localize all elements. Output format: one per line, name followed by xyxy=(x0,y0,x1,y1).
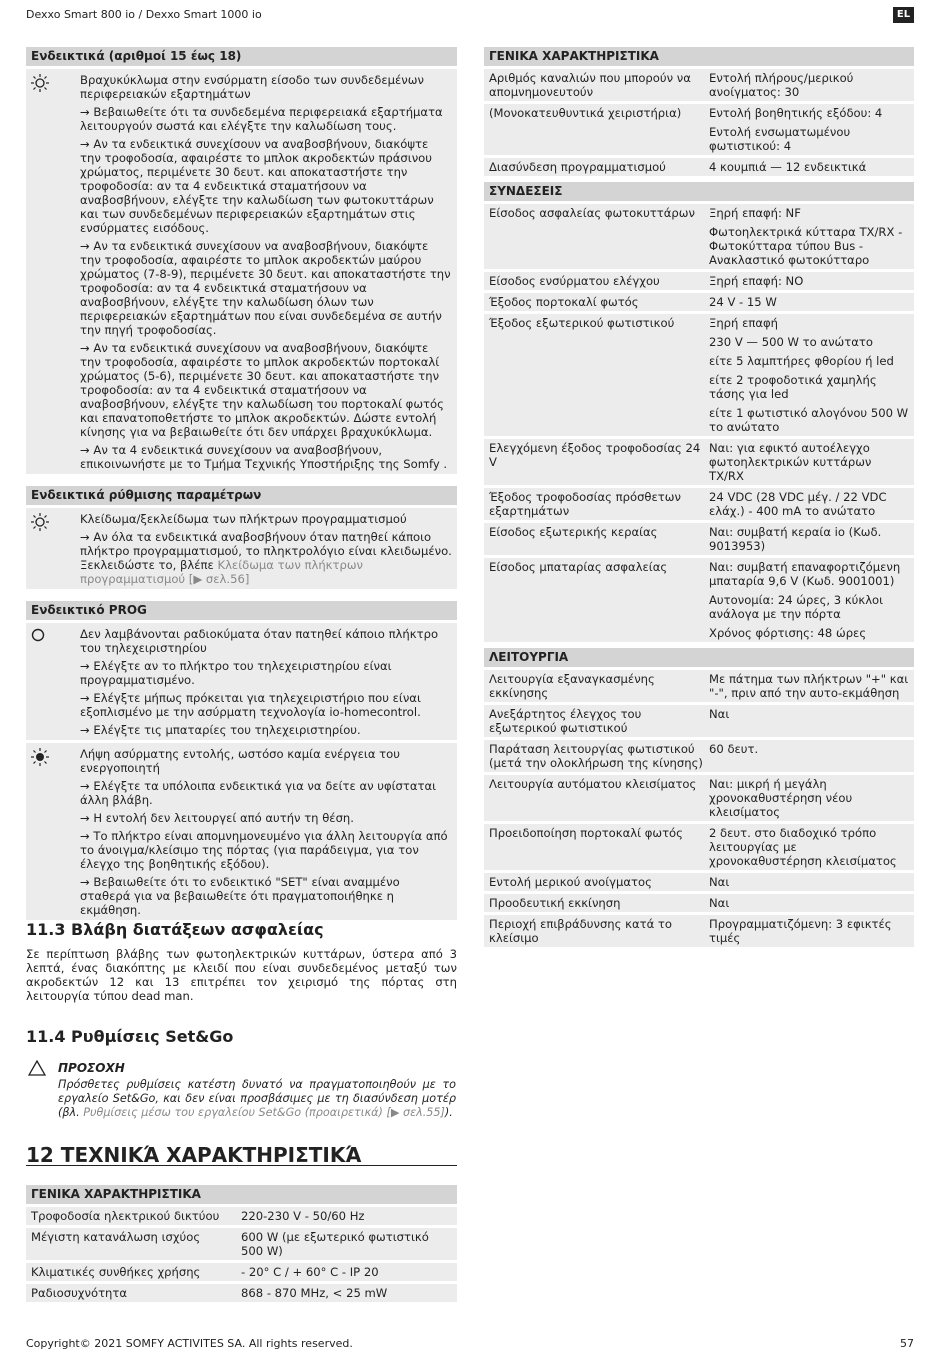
spec-values xyxy=(709,293,914,311)
spec-value: 600 W (με εξωτερικό φωτιστικό 500 W) xyxy=(241,1230,429,1258)
spec-values xyxy=(709,204,914,269)
right-column xyxy=(484,47,914,947)
spec-values xyxy=(709,523,914,555)
footer-copyright: Copyright© 2021 SOMFY ACTIVITES SA. All rights reserved. xyxy=(26,1337,353,1350)
spec-row xyxy=(484,670,914,702)
spec-row xyxy=(484,314,914,436)
spec-value: είτε 1 φωτιστικό αλογόνου 500 W το ανώτατο xyxy=(709,406,909,434)
spec-row xyxy=(484,705,914,737)
spec-values xyxy=(709,158,914,176)
spec-row xyxy=(26,1228,457,1260)
spec-value: Ναι: συμβατή επαναφορτιζόμενη μπαταρία 9,6 V (Κωδ. 9001001) xyxy=(709,560,901,588)
spec-value: 4 κουμπιά — 12 ενδεικτικά xyxy=(709,160,867,174)
spec-key: Λειτουργία αυτόματου κλεισίματος xyxy=(489,777,697,791)
spec-value: Εντολή ενσωματωμένου φωτιστικού: 4 xyxy=(709,125,851,153)
spec-values xyxy=(709,69,914,101)
prog-step: → Ελέγξτε τις μπαταρίες του τηλεχειριστηρίου. xyxy=(80,723,361,737)
spec-key: Ανεξάρτητος έλεγχος του εξωτερικού φωτιστικού xyxy=(489,707,642,735)
spec-key: Είσοδος ενσύρματου ελέγχου xyxy=(489,274,660,288)
spec-key: Διασύνδεση προγραμματισμού xyxy=(489,160,666,174)
spec-value: Φωτοηλεκτρικά κύτταρα TX/RX - Φωτοκύτταρα τύπου Bus - Ανακλαστικό φωτοκύτταρο xyxy=(709,225,903,267)
section-11-3-title: 11.3 Βλάβη διατάξεων ασφαλείας xyxy=(26,920,324,939)
spec-values xyxy=(709,272,914,290)
spec-row xyxy=(484,558,914,642)
language-badge: EL xyxy=(893,7,914,23)
spec-key: Προειδοποίηση πορτοκαλί φωτός xyxy=(489,826,683,840)
spec-value: Ναι: για εφικτό αυτοέλεγχο φωτοηλεκτρικών κυττάρων TX/RX xyxy=(709,441,872,483)
spec-row xyxy=(484,740,914,772)
spec-value: Ξηρή επαφή xyxy=(709,316,778,330)
prog-step: → Η εντολή δεν λειτουργεί από αυτήν τη θέση. xyxy=(80,811,354,825)
spec-value: 24 V - 15 W xyxy=(709,295,777,309)
section-11-4-title: 11.4 Ρυθμίσεις Set&Go xyxy=(26,1027,234,1046)
page-number: 57 xyxy=(900,1337,914,1350)
spec-value: Ναι: μικρή ή μεγάλη χρονοκαθυστέρηση νέου κλεισίματος xyxy=(709,777,853,819)
spec-row xyxy=(484,158,914,176)
spec-row xyxy=(484,488,914,520)
spec-values xyxy=(709,670,914,702)
spec-values xyxy=(709,775,914,821)
prog-step: → Ελέγξτε αν το πλήκτρο του τηλεχειριστηρίου είναι προγραμματισμένο. xyxy=(80,659,392,687)
spec-value: 2 δευτ. στο διαδοχικό τρόπο λειτουργίας με χρονοκαθυστέρηση κλεισίματος xyxy=(709,826,897,868)
prog-step: → Ελέγξτε τα υπόλοιπα ενδεικτικά για να δείτε αν υφίσταται άλλη βλάβη. xyxy=(80,779,437,807)
section-settings-indicators-title: Ενδεικτικά ρύθμισης παραμέτρων xyxy=(26,486,457,505)
spec-value: 230 V — 500 W το ανώτατο xyxy=(709,335,873,349)
spec-key: Έξοδος τροφοδοσίας πρόσθετων εξαρτημάτων xyxy=(489,490,681,518)
spec-value: Ξηρή επαφή: NF xyxy=(709,206,801,220)
settings-indicators-block xyxy=(26,508,457,589)
spec-row xyxy=(484,104,914,155)
right-general-title: ΓΕΝΙΚΑ ΧΑΡΑΚΤΗΡΙΣΤΙΚΑ xyxy=(484,47,914,66)
prog-step: → Το πλήκτρο είναι απομνημονευμένο για άλλη λειτουργία από το άνοιγμα/κλείσιμο της πόρτας (για παράδειγμα, για τον έλεγχο της βοηθητικής εξόδου). xyxy=(80,829,448,871)
general-specs-title: ΓΕΝΙΚΑ ΧΑΡΑΚΤΗΡΙΣΤΙΚΑ xyxy=(26,1185,457,1204)
prog-step: → Βεβαιωθείτε ότι το ενδεικτικό "SET" είναι αναμμένο σταθερά για να βεβαιωθείτε ότι πραγματοποιήθηκε η εκμάθηση. xyxy=(80,875,400,917)
spec-values xyxy=(241,1284,457,1302)
settings-lead: Κλείδωμα/ξεκλείδωμα των πλήκτρων προγραμματισμού xyxy=(80,512,407,526)
spec-key: Τροφοδοσία ηλεκτρικού δικτύου xyxy=(31,1209,220,1223)
warning-triangle-icon xyxy=(28,1060,46,1079)
spec-values xyxy=(709,894,914,912)
spec-row xyxy=(484,894,914,912)
keypad-lock-link[interactable]: Κλείδωμα των πλήκτρων προγραμματισμού [▶ σελ.56] xyxy=(80,558,364,586)
left-column xyxy=(26,47,457,920)
spec-key: Μέγιστη κατανάλωση ισχύος xyxy=(31,1230,201,1244)
spec-values xyxy=(709,915,914,947)
spec-values xyxy=(709,558,914,642)
spec-value: Με πάτημα των πλήκτρων "+" και "-", πριν από την αυτο-εκμάθηση xyxy=(709,672,909,700)
spec-value: Ναι xyxy=(709,896,730,910)
warning-title: ΠΡΟΣΟΧΗ xyxy=(58,1061,125,1075)
spec-key: (Μονοκατευθυντικά χειριστήρια) xyxy=(489,106,682,120)
spec-row xyxy=(26,1284,457,1302)
spec-row xyxy=(484,293,914,311)
spec-key: Είσοδος εξωτερικής κεραίας xyxy=(489,525,658,539)
indicators-step: → Αν τα ενδεικτικά συνεχίσουν να αναβοσβήνουν, διακόψτε την τροφοδοσία, αφαιρέστε το μπλοκ ακροδεκτών πορτοκαλί χρώματος (5-6), περιμένετε 30 δευτ. και αποκαταστήστε την τροφοδοσία: αν τα 4 ενδεικτικά σταματήσουν να αναβοσβήνουν, ελέγξτε την καλωδίωση του πορτοκαλί φωτός και επανατοποθετήστε το μπλοκ ακροδεκτών. Δώστε εντολή κίνησης για να βεβαιωθείτε ότι δεν υπάρχει βραχυκύκλωμα. xyxy=(80,341,444,439)
indicators-step: → Αν τα ενδεικτικά συνεχίσουν να αναβοσβήνουν, διακόψτε την τροφοδοσία, αφαιρέστε το μπλοκ ακροδεκτών πράσινου χρώματος, περιμένετε 30 δευτ. και αποκαταστήστε την τροφοδοσία: αν τα 4 ενδεικτικά σταματήσουν να αναβοσβήνουν, ελέγξτε την καλωδίωση των φωτοκυττάρων και των συνδεδεμένων περιφερειακών εξαρτημάτων στις ενσύρματες εισόδους. xyxy=(80,137,434,235)
section-prog-title: Ενδεικτικό PROG xyxy=(26,601,457,620)
spec-key: Ελεγχόμενη έξοδος τροφοδοσίας 24 V xyxy=(489,441,701,469)
spec-key: Περιοχή επιβράδυνσης κατά το κλείσιμο xyxy=(489,917,672,945)
spec-key: Έξοδος εξωτερικού φωτιστικού xyxy=(489,316,675,330)
spec-values xyxy=(241,1207,457,1225)
warning-end: ). xyxy=(444,1106,453,1119)
prog-step: → Ελέγξτε μήπως πρόκειται για τηλεχειριστήριο που είναι εξοπλισμένο με την ασύρματη τεχνολογία io-homecontrol. xyxy=(80,691,421,719)
spec-key: Αριθμός καναλιών που μπορούν να απομνημονευτούν xyxy=(489,71,691,99)
spec-values xyxy=(709,439,914,485)
spec-row xyxy=(484,523,914,555)
spec-row xyxy=(484,69,914,101)
spec-value: Εντολή βοηθητικής εξόδου: 4 xyxy=(709,106,883,120)
spec-key: Κλιματικές συνθήκες χρήσης xyxy=(31,1265,201,1279)
spec-value: 220-230 V - 50/60 Hz xyxy=(241,1209,365,1223)
spec-key: Ραδιοσυχνότητα xyxy=(31,1286,128,1300)
spec-key: Εντολή μερικού ανοίγματος xyxy=(489,875,652,889)
general-specs-table-left xyxy=(26,1185,457,1302)
warning-text xyxy=(58,1078,456,1120)
spec-values xyxy=(241,1228,457,1260)
spec-row xyxy=(484,873,914,891)
spec-key: Είσοδος ασφαλείας φωτοκυττάρων xyxy=(489,206,695,220)
warning-body: Πρόσθετες ρυθμίσεις κατέστη δυνατό να πραγματοποιηθούν με το εργαλείο Set&Go, και δεν είναι προσβάσιμες με τη διασύνδεση μοτέρ (βλ. xyxy=(58,1078,456,1119)
spec-value: είτε 5 λαμπτήρες φθορίου ή led xyxy=(709,354,894,368)
spec-row xyxy=(484,915,914,947)
spec-values xyxy=(709,314,914,436)
prog-block-on xyxy=(26,743,457,920)
indicators-step: → Βεβαιωθείτε ότι τα συνδεδεμένα περιφερειακά εξαρτήματα λειτουργούν σωστά και ελέγξτε την καλωδίωση τους. xyxy=(80,105,443,133)
spec-values xyxy=(709,104,914,155)
spec-value: Ξηρή επαφή: NO xyxy=(709,274,804,288)
spec-key: Έξοδος πορτοκαλί φωτός xyxy=(489,295,639,309)
spec-values xyxy=(709,488,914,520)
spec-row xyxy=(484,775,914,821)
blinking-led-icon xyxy=(26,73,80,471)
section-indicators-title: Ενδεικτικά (αριθμοί 15 έως 18) xyxy=(26,47,457,66)
spec-values xyxy=(709,740,914,772)
spec-key: Είσοδος μπαταρίας ασφαλείας xyxy=(489,560,668,574)
spec-value: Εντολή πλήρους/μερικού ανοίγματος: 30 xyxy=(709,71,854,99)
spec-key: Λειτουργία εξαναγκασμένης εκκίνησης xyxy=(489,672,655,700)
spec-value: 868 - 870 MHz, < 25 mW xyxy=(241,1286,388,1300)
spec-key: Παράταση λειτουργίας φωτιστικού (μετά την ολοκλήρωση της κίνησης) xyxy=(489,742,703,770)
section-12-title: 12 ΤΕΧΝΙΚΆ ΧΑΡΑΚΤΗΡΙΣΤΙΚΆ xyxy=(26,1148,457,1166)
spec-value: - 20° C / + 60° C - IP 20 xyxy=(241,1265,379,1279)
spec-value: Χρόνος φόρτισης: 48 ώρες xyxy=(709,626,867,640)
prog-lead-2: Λήψη ασύρματης εντολής, ωστόσο καμία ενέργεια του ενεργοποιητή xyxy=(80,747,400,775)
spec-row xyxy=(26,1207,457,1225)
spec-values xyxy=(709,824,914,870)
blinking-led-icon xyxy=(26,512,80,586)
indicators-step: → Αν τα 4 ενδεικτικά συνεχίσουν να αναβοσβήνουν, επικοινωνήστε με το Τμήμα Τεχνικής Υποστήριξης της Somfy . xyxy=(80,443,448,471)
led-on-icon xyxy=(26,747,80,917)
spec-value: 24 VDC (28 VDC μέγ. / 22 VDC ελάχ.) - 400 mA το ανώτατο xyxy=(709,490,887,518)
spec-value: Ναι: συμβατή κεραία io (Κωδ. 9013953) xyxy=(709,525,882,553)
indicators-block xyxy=(26,69,457,474)
spec-row xyxy=(484,824,914,870)
spec-value: Αυτονομία: 24 ώρες, 3 κύκλοι ανάλογα με την πόρτα xyxy=(709,593,884,621)
settings-step: → Αν όλα τα ενδεικτικά αναβοσβήνουν όταν πατηθεί κάποιο πλήκτρο προγραμματισμού, το πληκτρολόγιο είναι κλειδωμένο. Ξεκλειδώστε το, βλέπε xyxy=(80,530,452,572)
operation-title: ΛΕΙΤΟΥΡΓΙΑ xyxy=(484,648,914,667)
spec-row xyxy=(484,272,914,290)
spec-value: Ναι xyxy=(709,875,730,889)
indicators-step: → Αν τα ενδεικτικά συνεχίσουν να αναβοσβήνουν, διακόψτε την τροφοδοσία, αφαιρέστε το μπλοκ ακροδεκτών μαύρου χρώματος (7-8-9), περιμένετε 30 δευτ. και αποκαταστήστε την τροφοδοσία: αν τα 4 ενδεικτικά σταματήσουν να αναβοσβήνουν, ελέγξτε την καλωδίωση όλων των περιφερειακών εξαρτημάτων που είναι συνδεδεμένα σε αυτήν την πηγή τροφοδοσίας. xyxy=(80,239,451,337)
setgo-link[interactable]: Ρυθμίσεις μέσω του εργαλείου Set&Go (προαιρετικά) [▶ σελ.55] xyxy=(83,1106,445,1119)
spec-value: είτε 2 τροφοδοτικά χαμηλής τάσης για led xyxy=(709,373,877,401)
spec-row xyxy=(484,439,914,485)
spec-values xyxy=(709,705,914,737)
spec-values xyxy=(709,873,914,891)
prog-block-off xyxy=(26,623,457,740)
spec-row xyxy=(484,204,914,269)
spec-row xyxy=(26,1263,457,1281)
connections-title: ΣΥΝΔΕΣΕΙΣ xyxy=(484,182,914,201)
spec-value: Προγραμματιζόμενη: 3 εφικτές τιμές xyxy=(709,917,892,945)
section-11-3-text: Σε περίπτωση βλάβης των φωτοηλεκτρικών κυττάρων, ύστερα από 3 λεπτά, ένας διακόπτης με κλειδί που είναι συνδεδεμένος μεταξύ των ακροδεκτών 12 και 13 επιτρέπει τον χειρισμό της πόρτας στη λειτουργία τύπου dead man. xyxy=(26,947,457,1003)
led-off-icon xyxy=(26,627,80,737)
spec-value: 60 δευτ. xyxy=(709,742,759,756)
prog-lead-1: Δεν λαμβάνονται ραδιοκύματα όταν πατηθεί κάποιο πλήκτρο του τηλεχειριστηρίου xyxy=(80,627,439,655)
spec-value: Ναι xyxy=(709,707,730,721)
indicators-lead: Βραχυκύκλωμα στην ενσύρματη είσοδο των συνδεδεμένων περιφερειακών εξαρτημάτων xyxy=(80,73,424,101)
spec-key: Προοδευτική εκκίνηση xyxy=(489,896,621,910)
spec-values xyxy=(241,1263,457,1281)
doc-header-title: Dexxo Smart 800 io / Dexxo Smart 1000 io xyxy=(26,8,262,21)
